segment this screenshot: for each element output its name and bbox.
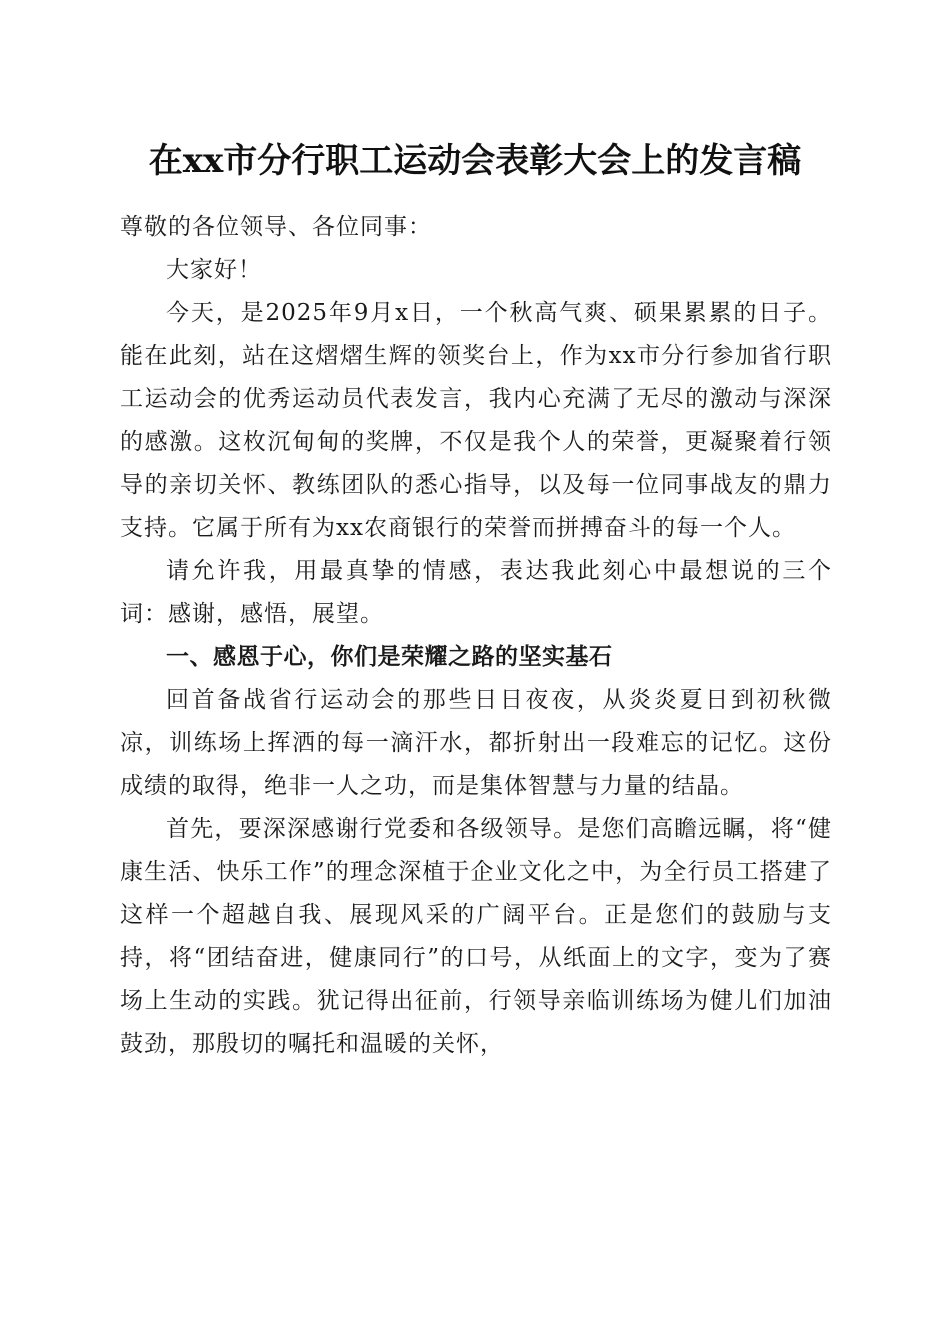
- thanks-leaders-paragraph: 首先，要深深感谢行党委和各级领导。是您们高瞻远瞩，将“健康生活、快乐工作”的理念深植于企业文化之中，为全行员工搭建了这样一个超越自我、展现风采的广阔平台。正是您们的鼓励与支持，将“团结奋进，健康同行”的口号，从纸面上的文字，变为了赛场上生动的实践。犹记得出征前，行领导亲临训练场为健儿们加油鼓劲，那殷切的嘱托和温暖的关怀，: [120, 816, 832, 1057]
- salutation: 尊敬的各位领导、各位同事：: [120, 214, 432, 240]
- three-words-paragraph: 请允许我，用最真挚的情感，表达我此刻心中最想说的三个词：感谢，感悟，展望。: [120, 558, 832, 627]
- review-paragraph: 回首备战省行运动会的那些日日夜夜，从炎炎夏日到初秋微凉，训练场上挥洒的每一滴汗水，都折射出一段难忘的记忆。这份成绩的取得，绝非一人之功，而是集体智慧与力量的结晶。: [120, 687, 832, 799]
- section-heading-1: 一、感恩于心，你们是荣耀之路的坚实基石: [166, 644, 613, 670]
- greeting-paragraph: 大家好！: [166, 257, 262, 283]
- document-body: [120, 206, 832, 1066]
- document-title: 在xx市分行职工运动会表彰大会上的发言稿: [148, 141, 802, 181]
- intro-paragraph: 今天，是2025年9月x日，一个秋高气爽、硕果累累的日子。能在此刻，站在这熠熠生辉的领奖台上，作为xx市分行参加省行职工运动会的优秀运动员代表发言，我内心充满了无尽的激动与深深的感激。这枚沉甸甸的奖牌，不仅是我个人的荣誉，更凝聚着行领导的亲切关怀、教练团队的悉心指导，以及每一位同事战友的鼎力支持。它属于所有为xx农商银行的荣誉而拼搏奋斗的每一个人。: [120, 300, 832, 541]
